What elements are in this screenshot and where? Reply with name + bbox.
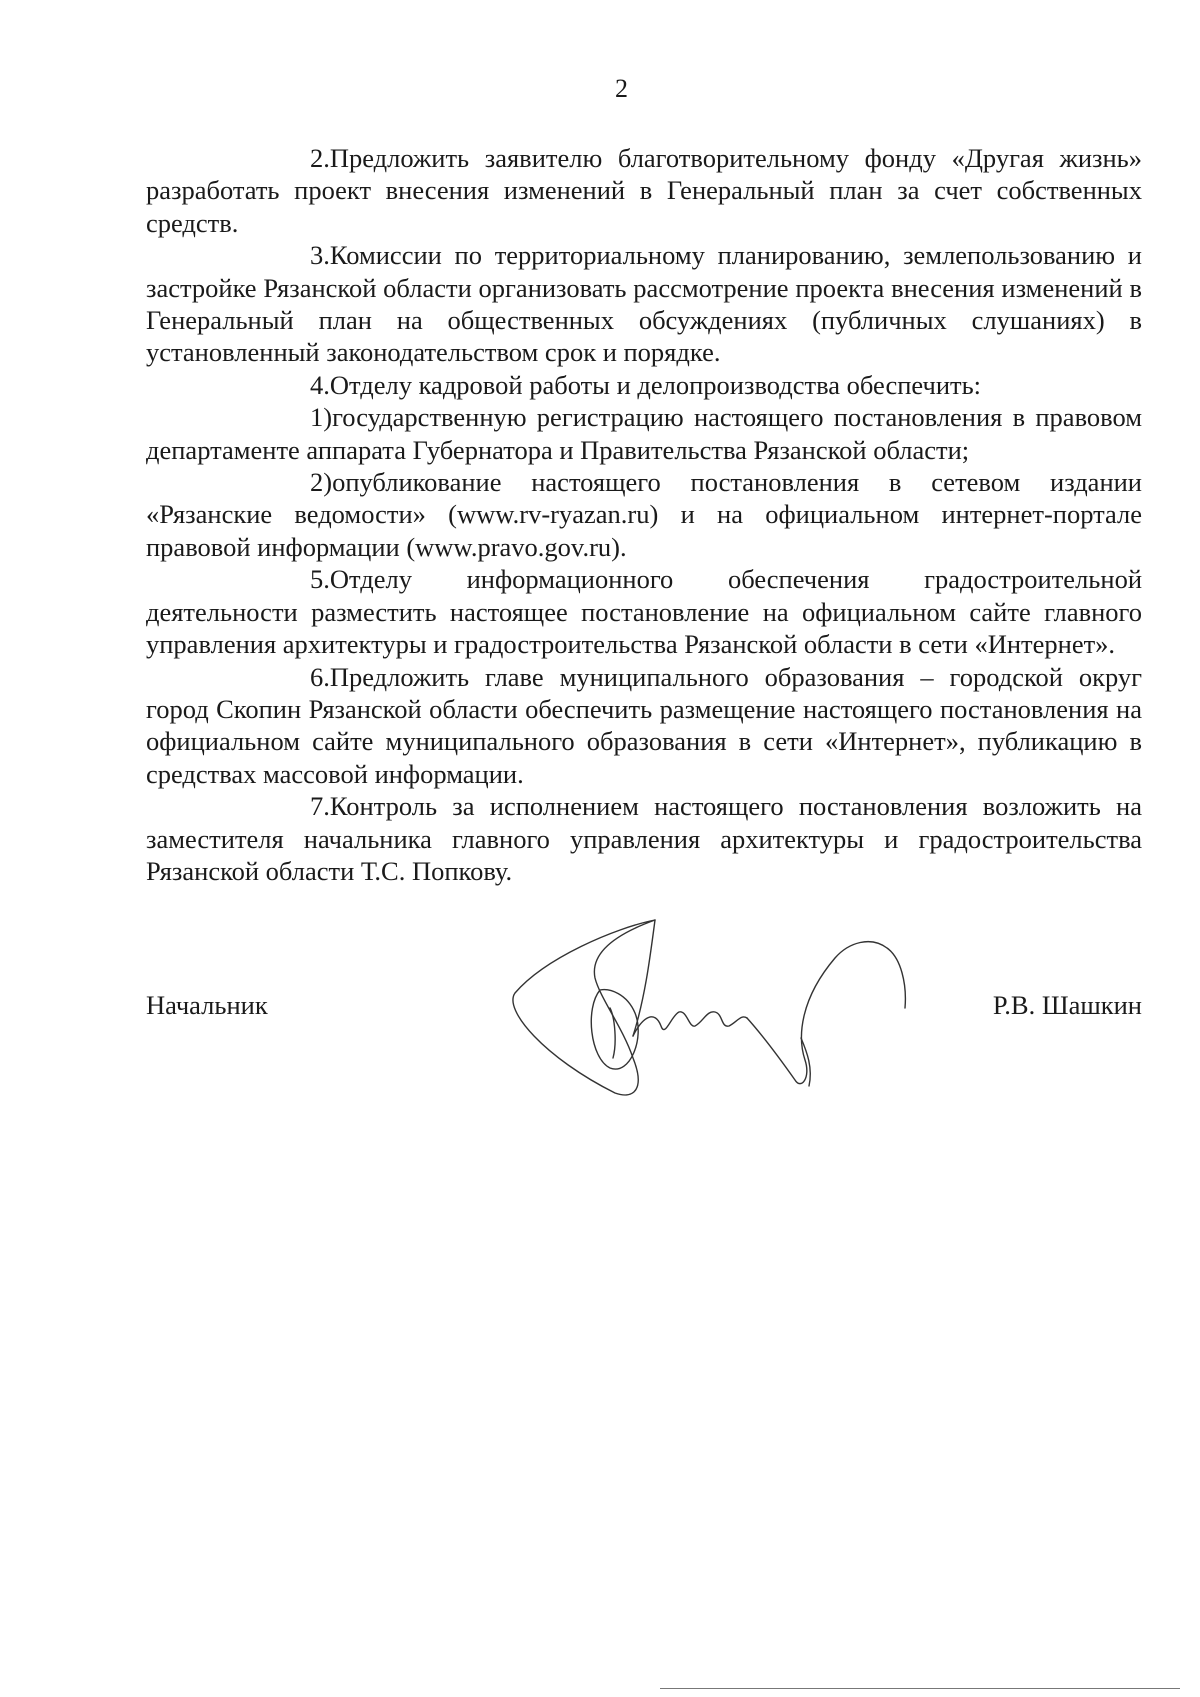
paragraph-text: Отделу кадровой работы и делопроизводства обеспечить: xyxy=(329,369,982,400)
paragraph-text: Контроль за исполнением настоящего постановления возложить на заместителя начальника главного управления архитектуры и градостроительства Рязанской области Т.С. Попкову. xyxy=(146,791,1142,886)
paragraph-number: 1) xyxy=(310,402,333,433)
subparagraph-4-1 xyxy=(146,401,1142,466)
footer-divider xyxy=(660,1688,1180,1689)
paragraph-2 xyxy=(146,142,1142,239)
paragraph-text: Комиссии по территориальному планированию, землепользованию и застройке Рязанской области организовать рассмотрение проекта внесения изменений в Генеральный план на общественных обсуждениях (публичных слушаниях) в установленный законодательством срок и порядке. xyxy=(146,240,1142,368)
signatory-position: Начальник xyxy=(146,990,268,1020)
paragraph-number: 2. xyxy=(310,143,330,173)
paragraph-7 xyxy=(146,790,1142,887)
subparagraph-4-2 xyxy=(146,466,1142,563)
paragraph-3 xyxy=(146,239,1142,369)
page-number: 2 xyxy=(615,74,628,103)
paragraph-text: Предложить главе муниципального образования – городской округ город Скопин Рязанской области обеспечить размещение настоящего постановления на официальном сайте муниципального образования в сети «Интернет», публикацию в средствах массовой информации. xyxy=(146,661,1142,789)
paragraph-4 xyxy=(146,369,1142,401)
paragraph-number: 6. xyxy=(310,661,330,692)
signature-block xyxy=(146,990,1142,1021)
paragraph-number: 3. xyxy=(310,240,330,271)
paragraph-text: Предложить заявителю благотворительному фонду «Другая жизнь» разработать проект внесения изменений в Генеральный план за счет собственных средств. xyxy=(146,143,1142,238)
paragraph-text: опубликование настоящего постановления в сетевом издании «Рязанские ведомости» (www.rv-ryazan.ru) и на официальном интернет-портале правовой информации (www.pravo.gov.ru). xyxy=(146,467,1142,562)
paragraph-text: государственную регистрацию настоящего постановления в правовом департаменте аппарата Губернатора и Правительства Рязанской области; xyxy=(146,402,1142,465)
paragraph-number: 4. xyxy=(310,369,330,400)
paragraph-number: 7. xyxy=(310,791,330,822)
paragraph-number: 5. xyxy=(310,564,330,595)
document-body xyxy=(146,142,1142,887)
paragraph-5 xyxy=(146,563,1142,660)
paragraph-number: 2) xyxy=(310,467,333,498)
paragraph-6 xyxy=(146,661,1142,791)
signatory-name: Р.В. Шашкин xyxy=(992,990,1142,1020)
paragraph-text: Отделу информационного обеспечения градостроительной деятельности разместить настоящее постановление на официальном сайте главного управления архитектуры и градостроительства Рязанской области в сети «Интернет». xyxy=(146,564,1142,660)
